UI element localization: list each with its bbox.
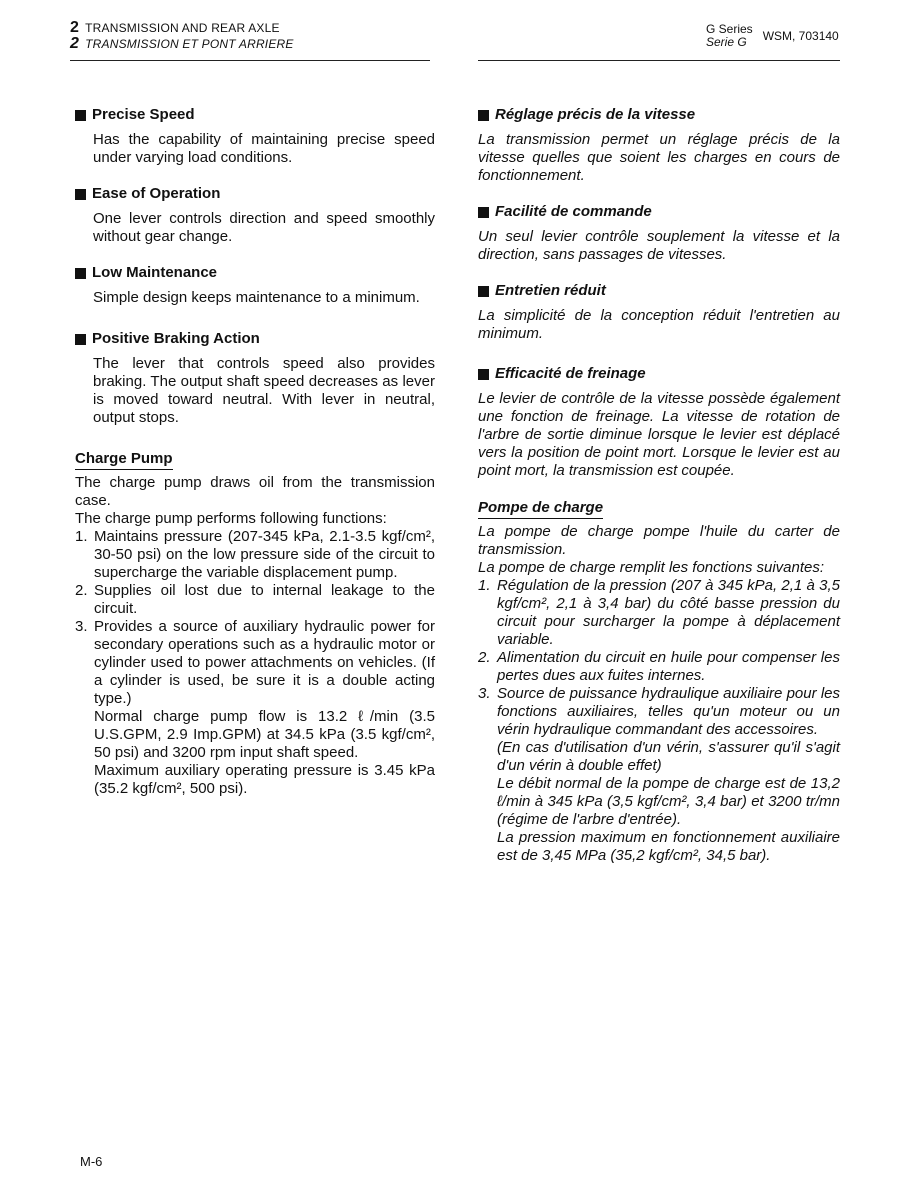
section-heading: Ease of Operation <box>75 185 435 203</box>
paragraph: The charge pump draws oil from the transmission case. <box>75 474 435 509</box>
header-rule-right <box>478 60 840 61</box>
section-body: La transmission permet un réglage précis de la vitesse quelles que soient les charges en cours de fonctionnement. <box>478 131 840 184</box>
page-header-meta <box>706 23 839 49</box>
bullet-square-icon <box>478 286 489 297</box>
section-heading: Efficacité de freinage <box>478 365 840 383</box>
section-heading: Entretien réduit <box>478 282 840 300</box>
list-item: 3. Provides a source of auxiliary hydraulic power for secondary operations such as a hydraulic motor or cylinder used to power attachments on vehicles. (If a cylinder is used, be sure it is a double acting type.) Normal charge pump flow is 13.2 ℓ/min (3.5 U.S.GPM, 2.9 Imp.GPM) at 34.5 kPa (3.5 kgf/cm², 50 psi) and 3200 rpm input shaft speed. Maximum auxiliary operating pressure is 3.45 kPa (35.2 kgf/cm², 500 psi). <box>75 618 435 797</box>
chapter-number-fr: 2 <box>70 35 80 52</box>
section-heading: Réglage précis de la vitesse <box>478 106 840 124</box>
section-body: Le levier de contrôle de la vitesse possède également une fonction de freinage. La vitesse de rotation de l'arbre de sortie diminue lorsque le levier est déplacé vers la position de point mort. Lorsque le levier est au point mort, la transmission est coupée. <box>478 390 840 479</box>
header-rule-left <box>70 60 430 61</box>
header-title-en: 2 TRANSMISSION AND REAR AXLE <box>70 19 280 36</box>
subsection-title: Charge Pump <box>75 450 173 470</box>
bullet-square-icon <box>478 110 489 121</box>
section-body: One lever controls direction and speed smoothly without gear change. <box>93 210 435 245</box>
charge-pump-title-wrap <box>478 499 840 519</box>
section-heading: Positive Braking Action <box>75 330 435 348</box>
bullet-square-icon <box>75 268 86 279</box>
section-heading: Facilité de commande <box>478 203 840 221</box>
section-heading: Low Maintenance <box>75 264 435 282</box>
english-column <box>75 106 435 798</box>
page-number: M-6 <box>80 1154 103 1169</box>
list-item: 1. Régulation de la pression (207 à 345 kPa, 2,1 à 3,5 kgf/cm², 2,1 à 3,4 bar) du côté basse pression du circuit pour surcharger la pompe à déplacement variable. <box>478 577 840 648</box>
section-body: The lever that controls speed also provides braking. The output shaft speed decreases as lever is moved toward neutral. With lever in neutral, output stops. <box>93 355 435 426</box>
bullet-square-icon <box>478 369 489 380</box>
bullet-square-icon <box>75 110 86 121</box>
header-title-fr: 2 TRANSMISSION ET PONT ARRIERE <box>70 35 294 52</box>
subsection-title: Pompe de charge <box>478 499 603 519</box>
bullet-square-icon <box>75 334 86 345</box>
page-header-title <box>70 20 294 52</box>
paragraph: La pompe de charge remplit les fonctions suivantes: <box>478 559 825 576</box>
function-list <box>75 528 435 798</box>
list-item: 2. Alimentation du circuit en huile pour compenser les pertes dues aux fuites internes. <box>478 649 840 684</box>
wsm-code: WSM, 703140 <box>762 29 839 43</box>
function-list <box>478 577 840 865</box>
bullet-square-icon <box>75 189 86 200</box>
charge-pump-title-wrap <box>75 450 435 470</box>
section-body: Has the capability of maintaining precise speed under varying load conditions. <box>93 131 435 166</box>
list-item: 2. Supplies oil lost due to internal leakage to the circuit. <box>75 582 435 617</box>
section-body: La simplicité de la conception réduit l'entretien au minimum. <box>478 307 840 342</box>
series-label: G Series Serie G <box>706 22 753 49</box>
paragraph: La pompe de charge pompe l'huile du carter de transmission. <box>478 523 840 558</box>
chapter-number: 2 <box>70 19 80 36</box>
bullet-square-icon <box>478 207 489 218</box>
french-column <box>478 106 840 865</box>
paragraph: The charge pump performs following functions: <box>75 510 387 527</box>
section-heading: Precise Speed <box>75 106 435 124</box>
section-body: Un seul levier contrôle souplement la vitesse et la direction, sans passages de vitesses. <box>478 228 840 263</box>
list-item: 3. Source de puissance hydraulique auxiliaire pour les fonctions auxiliaires, telles qu'un moteur ou un vérin hydraulique commandant des accessoires. (En cas d'utilisation d'un vérin, s'assurer qu'il s'agit d'un vérin à double effet) Le débit normal de la pompe de charge est de 13,2 ℓ/min à 345 kPa (3,5 kgf/cm², 3,4 bar) et 3200 tr/mn (régime de l'arbre d'entrée). La pression maximum en fonctionnement auxiliaire est de 3,45 MPa (35,2 kgf/cm², 34,5 bar). <box>478 685 840 864</box>
section-body: Simple design keeps maintenance to a minimum. <box>93 289 420 306</box>
list-item: 1. Maintains pressure (207-345 kPa, 2.1-3.5 kgf/cm², 30-50 psi) on the low pressure side of the circuit to supercharge the variable displacement pump. <box>75 528 435 581</box>
